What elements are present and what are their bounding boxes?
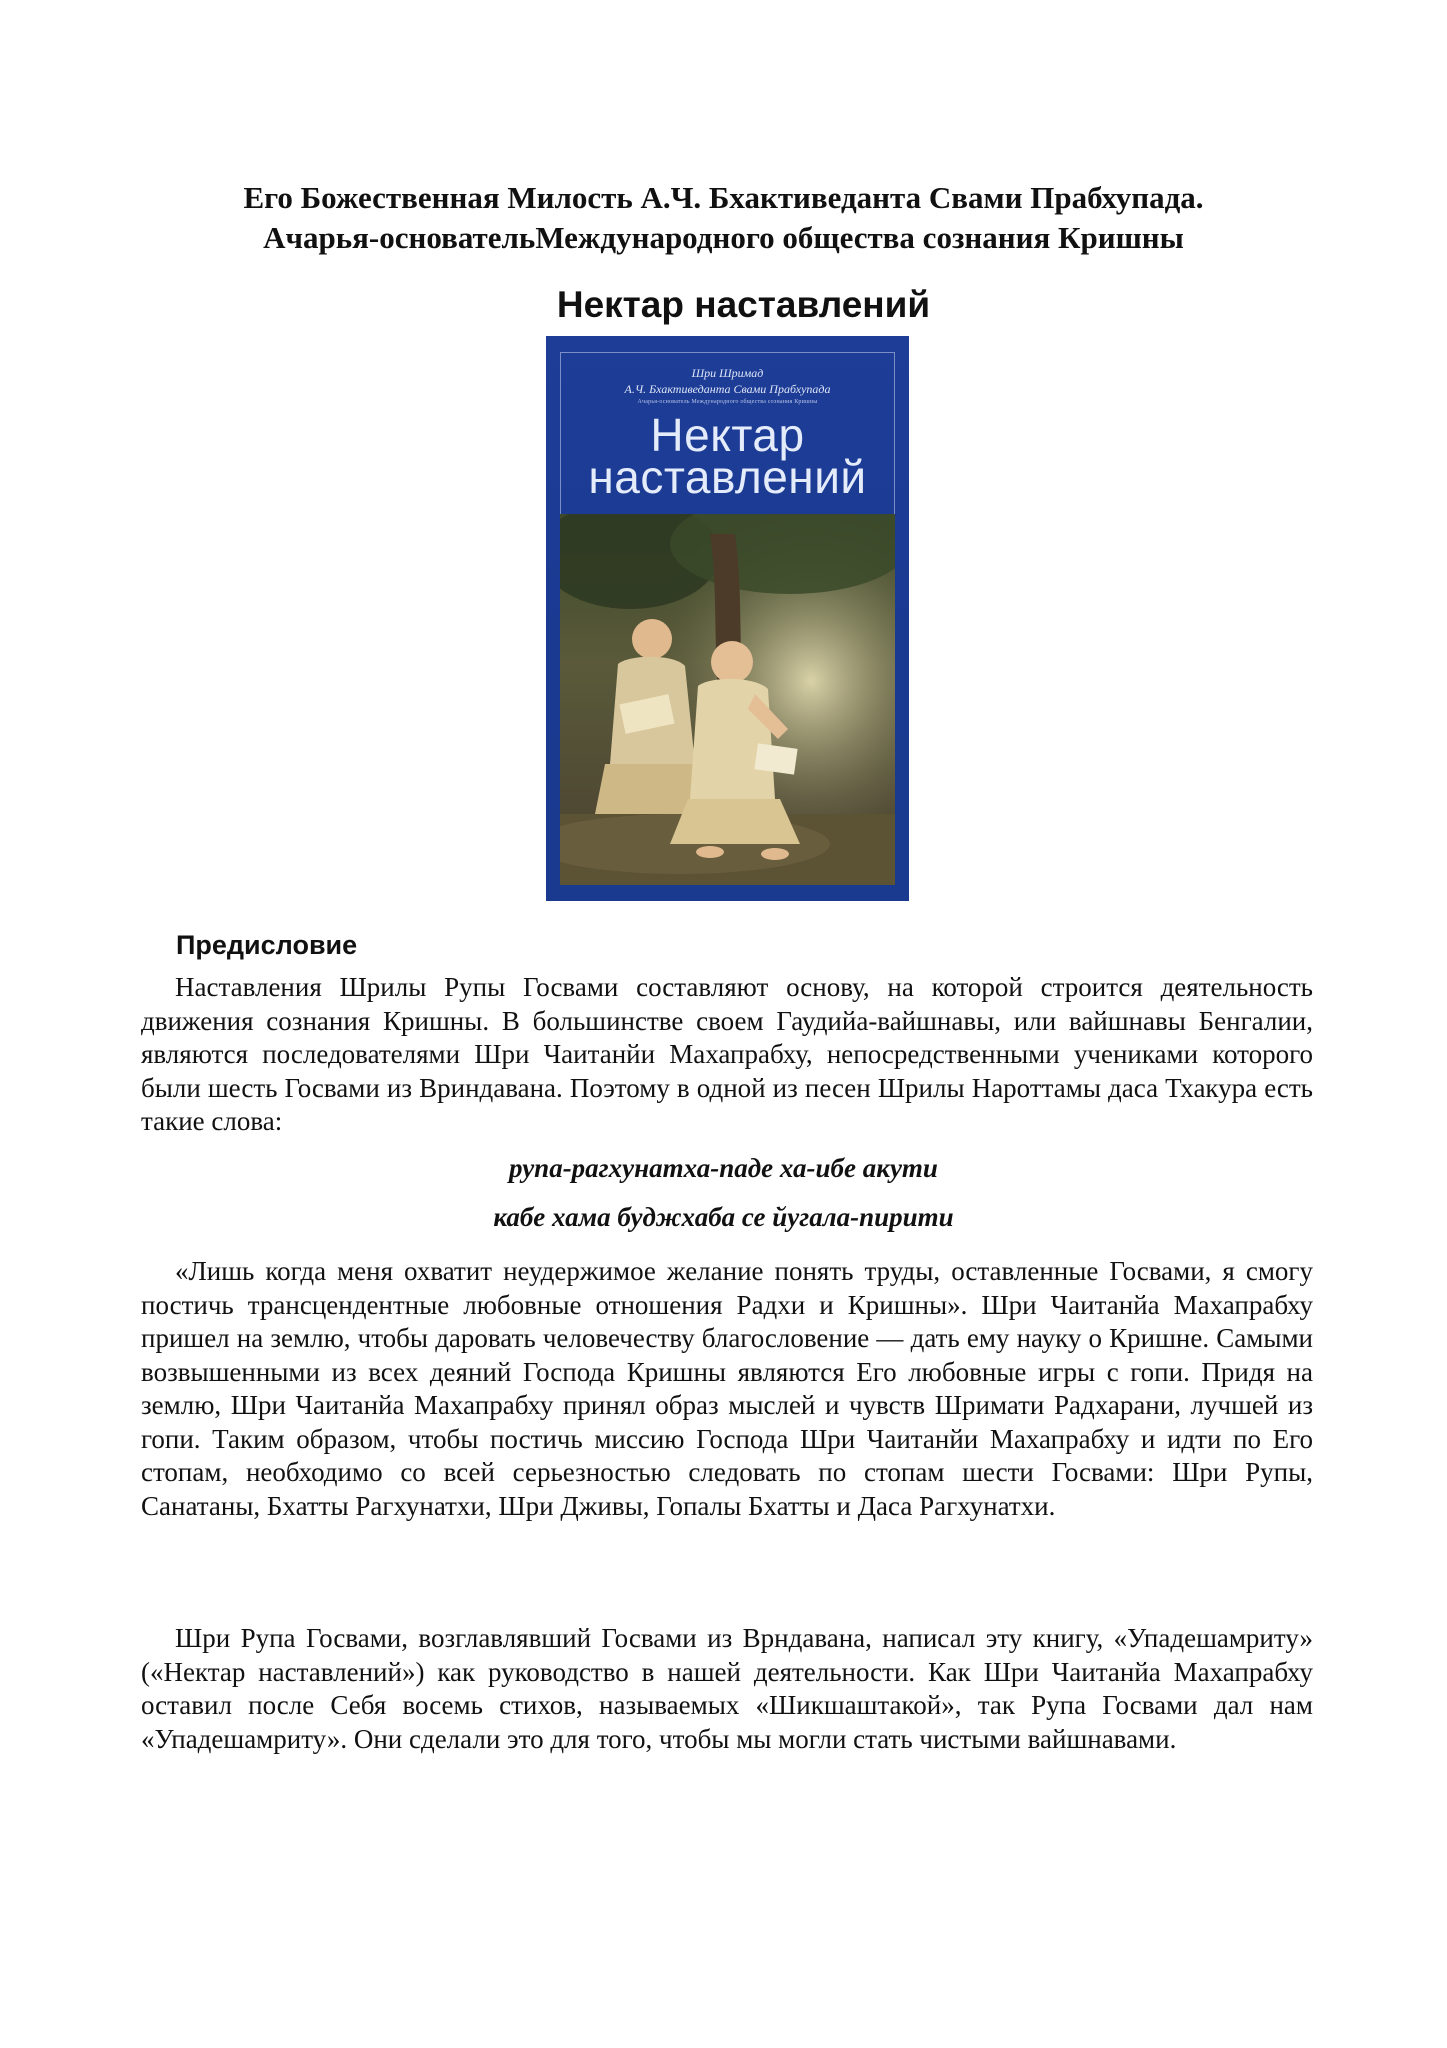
book-title: Нектар наставлений bbox=[556, 284, 931, 325]
author-line-2: Ачарья-основательМеждународного общества сознания Кришны bbox=[263, 220, 1184, 255]
cover-line-2: А.Ч. Бхактиведанта Свами Прабхупада bbox=[624, 382, 831, 396]
preface-paragraph-1: Наставления Шрилы Рупы Госвами составляют основу, на которой строится деятельность движения сознания Кришны. В большинстве своем Гаудийа-вайшнавы, или вайшнавы Бенгалии, являются последователями Шри Чаитанйи Махапрабху, непосредственными учениками которого были шесть Госвами из Вриндавана. Поэтому в одной из песен Шрилы Нароттамы даса Тхакура есть такие слова: bbox=[141, 972, 1313, 1136]
author-line-1: Его Божественная Милость А.Ч. Бхактиведанта Свами Прабхупада. bbox=[243, 180, 1204, 215]
verse-line-1: рупа-рагхунатха-паде ха-ибе акути bbox=[509, 1153, 938, 1183]
preface-paragraph-3: Шри Рупа Госвами, возглавлявший Госвами из Врндавана, написал эту книгу, «Упадешамриту» («Нектар наставлений») как руководство в нашей деятельности. Как Шри Чаитанйа Махапрабху оставил после Себя восемь стихов, называемых «Шикшаштакой», так Рупа Госвами дал нам «Упадешамриту». Они сделали это для того, чтобы мы могли стать чистыми вайшнавами. bbox=[141, 1623, 1313, 1754]
cover-line-1: Шри Шримад bbox=[691, 366, 764, 380]
cover-illustration bbox=[560, 514, 895, 885]
preface-paragraph-2: «Лишь когда меня охватит неудержимое желание понять труды, оставленные Госвами, я смогу постичь трансцендентные любовные отношения Радхи и Кришны». Шри Чаитанйа Махапрабху пришел на землю, чтобы даровать человечеству благословение — дать ему науку о Кришне. Самыми возвышенными из всех деяний Господа Кришны являются Его любовные игры с гопи. Придя на землю, Шри Чаитанйа Махапрабху принял образ мыслей и чувств Шримати Радхарани, лучшей из гопи. Таким образом, чтобы постичь миссию Господа Шри Чаитанйи Махапрабху и идти по Его стопам, необходимо со всей серьезностью следовать по стопам шести Госвами: Шри Рупы, Санатаны, Бхатты Рагхунатхи, Шри Дживы, Гопалы Бхатты и Даса Рагхунатхи. bbox=[141, 1256, 1313, 1521]
verse-line-2: кабе хама буджхаба се йугала-пирити bbox=[493, 1202, 954, 1232]
cover-title-word-2: наставлений bbox=[588, 451, 867, 503]
cover-line-3: Ачарья-основатель Международного общества сознания Кришны bbox=[637, 399, 818, 405]
book-cover-image bbox=[546, 336, 909, 901]
cover-title-word-1: Нектар bbox=[650, 409, 805, 461]
preface-heading: Предисловие bbox=[176, 930, 358, 960]
